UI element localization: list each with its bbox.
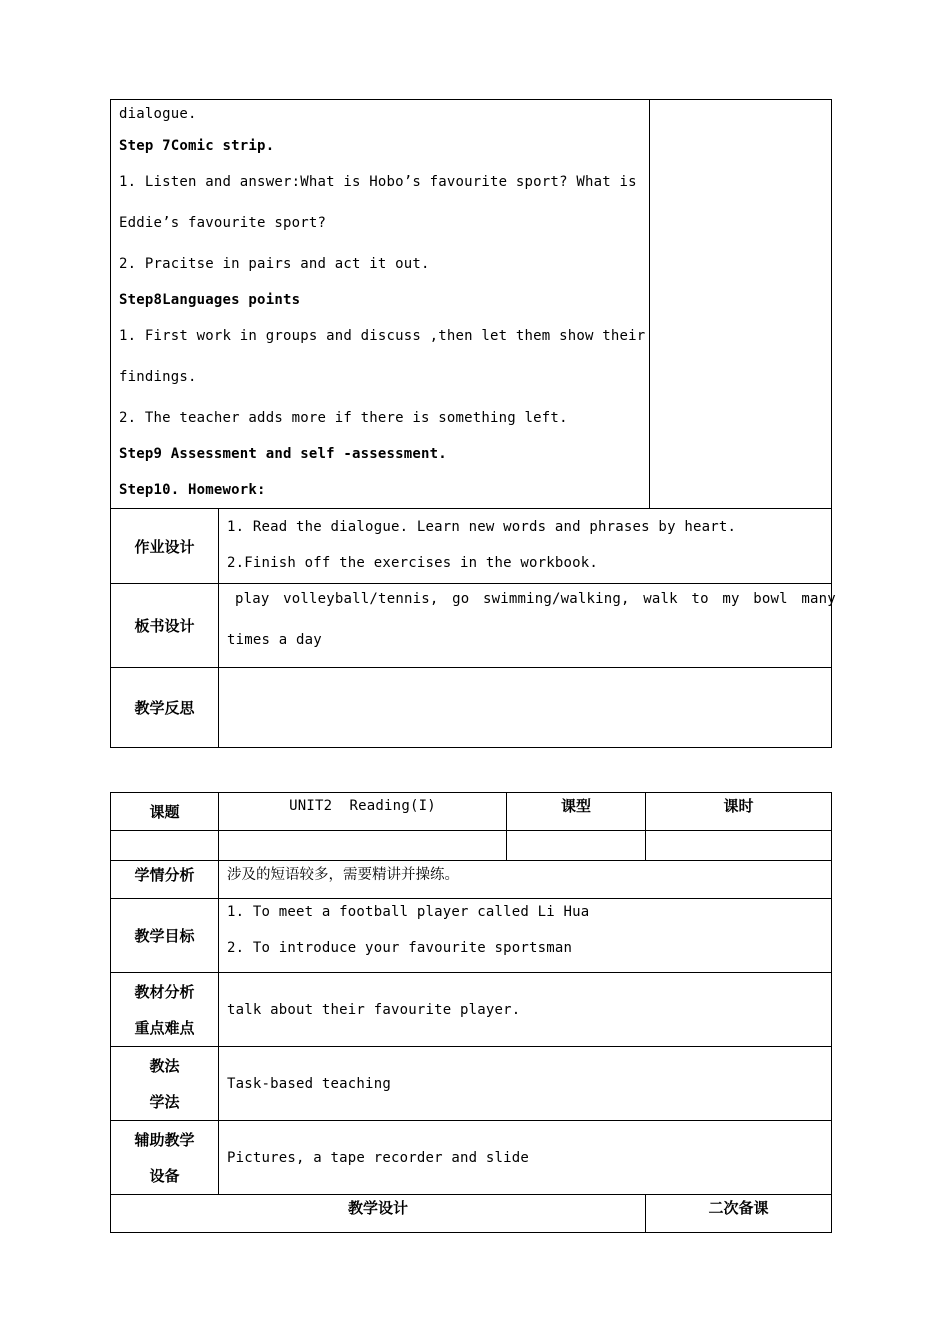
period-label: 课时 <box>646 793 832 831</box>
design-line: 2. The teacher adds more if there is something left. <box>119 410 568 426</box>
lesson-type-label: 课型 <box>507 793 646 831</box>
design-line: dialogue. <box>119 106 197 122</box>
student-analysis-label: 学情分析 <box>111 861 219 899</box>
reflection-cell <box>219 668 832 748</box>
lesson-type-value-cell <box>507 831 646 861</box>
teaching-design-cell <box>111 100 650 509</box>
design-line: 1. Listen and answer:What is Hobo’s favourite sport? What is <box>119 174 637 190</box>
topic-value: UNIT2 Reading(I) <box>219 793 507 831</box>
material-analysis-label-line1: 教材分析 <box>134 982 195 1001</box>
method-text: Task-based teaching <box>227 1075 391 1092</box>
teaching-design-header: 教学设计 <box>111 1195 646 1233</box>
topic-empty-cell <box>111 831 219 861</box>
board-design-label: 板书设计 <box>111 584 219 668</box>
design-line: Eddie’s favourite sport? <box>119 215 327 231</box>
homework-line: 2.Finish off the exercises in the workbook. <box>227 555 599 571</box>
lesson-plan-table-continued <box>110 99 836 748</box>
method-cell <box>219 1047 832 1121</box>
homework-cell <box>219 509 832 584</box>
goal-line: 1. To meet a football player called Li Hua <box>227 904 590 920</box>
teaching-aids-label-line1: 辅助教学 <box>134 1130 195 1149</box>
step-heading: Step8Languages points <box>119 292 301 308</box>
design-line: 1. First work in groups and discuss ,then let them show their <box>119 328 646 344</box>
homework-label: 作业设计 <box>111 509 219 584</box>
material-analysis-cell <box>219 973 832 1047</box>
design-line: 2. Pracitse in pairs and act it out. <box>119 256 430 272</box>
step-heading: Step10. Homework: <box>119 482 266 498</box>
teaching-aids-cell <box>219 1121 832 1195</box>
goal-line: 2. To introduce your favourite sportsman <box>227 940 573 956</box>
second-prep-cell <box>650 100 832 509</box>
homework-line: 1. Read the dialogue. Learn new words and phrases by heart. <box>227 519 737 535</box>
second-prep-header: 二次备课 <box>646 1195 832 1233</box>
method-label-line2: 学法 <box>149 1092 180 1111</box>
teaching-aids-label-line2: 设备 <box>149 1166 180 1185</box>
board-design-cell <box>219 584 836 668</box>
design-line: findings. <box>119 369 197 385</box>
student-analysis-value <box>219 861 832 899</box>
step-heading: Step9 Assessment and self -assessment. <box>119 446 447 462</box>
teaching-aids-label <box>111 1121 219 1195</box>
method-label <box>111 1047 219 1121</box>
step-heading: Step 7Comic strip. <box>119 138 275 154</box>
board-line: play volleyball/tennis, go swimming/walking, walk to my bowl many <box>235 591 836 607</box>
teaching-goals-label: 教学目标 <box>111 899 219 973</box>
material-analysis-text: talk about their favourite player. <box>227 1001 521 1018</box>
lesson-info-table <box>110 792 832 1233</box>
reflection-label: 教学反思 <box>111 668 219 748</box>
student-analysis-text: 涉及的短语较多，需要精讲并操练。 <box>227 867 459 883</box>
board-line: times a day <box>227 632 322 648</box>
teaching-goals-cell <box>219 899 832 973</box>
topic-value-empty-cell <box>219 831 507 861</box>
material-analysis-label <box>111 973 219 1047</box>
teaching-aids-text: Pictures, a tape recorder and slide <box>227 1149 530 1166</box>
topic-label: 课题 <box>111 793 219 831</box>
period-value-cell <box>646 831 832 861</box>
method-label-line1: 教法 <box>149 1056 180 1075</box>
material-analysis-label-line2: 重点难点 <box>134 1018 195 1037</box>
